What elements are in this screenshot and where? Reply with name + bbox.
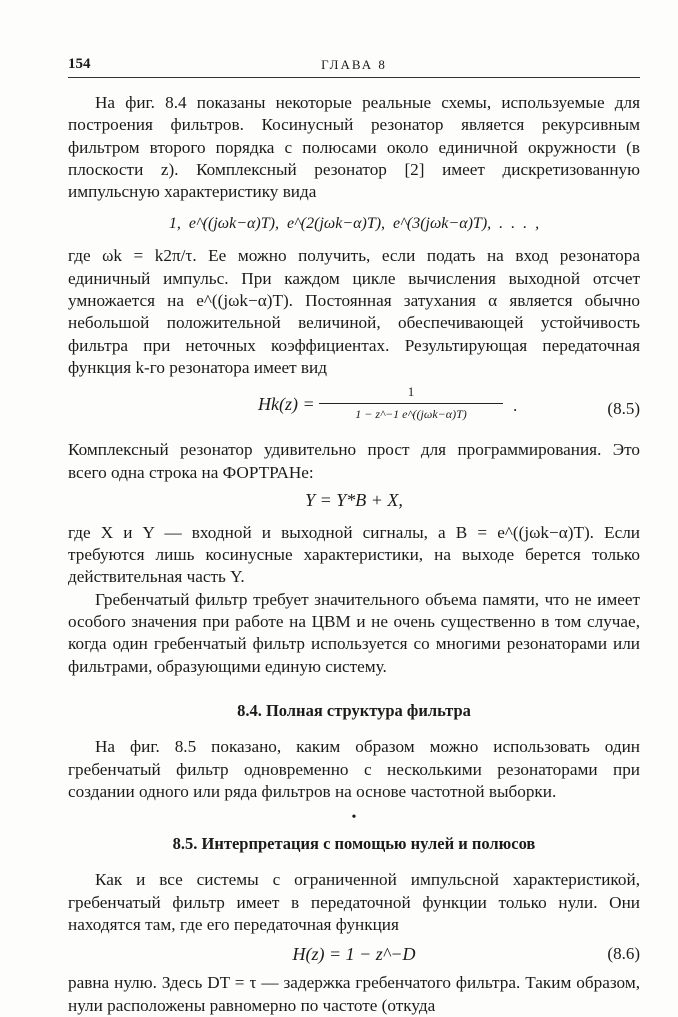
paragraph-intro: На фиг. 8.4 показаны некоторые реальные схемы, используемые для построения фильтров. Косинусный резонатор является рекурсивным фильтром второго порядка с полюсами около единичной окружности (в плоскости z). Комплексный резонатор [2] имеет дискретизованную импульсную характеристику вида	[68, 93, 640, 202]
paragraph-fortran: Комплексный резонатор удивительно прост для программирования. Это всего одна строка на ФОРТРАНе:	[68, 440, 640, 482]
paragraph-resonator: где ωk = k2π/τ. Ее можно получить, если подать на вход резонатора единичный импульс. При каждом цикле вычисления выходной отсчет умножается на e^((jωk−α)T). Постоянная затухания α является обычно небольшой положительной величиной, обеспечивающей устойчивость фильтра при неточных коэффициентах. Результирующая передаточная функция k-го резонатора имеет вид	[68, 246, 640, 377]
hz-equation: H(z) = 1 − z^−D	[292, 944, 416, 965]
impulse-sequence-equation: 1, e^((jωk−α)T), e^(2(jωk−α)T), e^(3(jωk−α)T), . . . ,	[168, 215, 540, 233]
paragraph-fig-8-5: На фиг. 8.5 показано, каким образом можно использовать один гребенчатый фильтр одновременно с несколькими резонаторами при создании одного или ряда фильтров на основе частотной выборки.	[68, 737, 640, 801]
hk-fraction	[313, 383, 509, 422]
equation-8-5	[68, 383, 640, 435]
paragraph-zeros: Как и все системы с ограниченной импульсной характеристикой, гребенчатый фильтр имеет в передаточной функции только нули. Они находятся там, где его передаточная функция	[68, 870, 640, 935]
hk-numerator: 1	[407, 384, 415, 400]
decorative-mark: •	[351, 810, 357, 826]
page-header	[68, 56, 640, 78]
paragraph-zeros-cont: равна нулю. Здесь DT = τ — задержка гребенчатого фильтра. Таким образом, нули расположены равномерно по частоте (откуда	[68, 973, 640, 1015]
fraction-bar	[319, 403, 503, 404]
body-text	[68, 92, 640, 1017]
equation-number-8-5: (8.5)	[607, 399, 640, 419]
equation-number-8-6: (8.6)	[607, 944, 640, 964]
chapter-title: ГЛАВА 8	[321, 57, 387, 72]
equation-8-6	[68, 940, 640, 968]
section-heading-8-5: 8.5. Интерпретация с помощью нулей и полюсов	[172, 834, 536, 854]
page-number: 154	[68, 56, 91, 72]
paragraph-comb-memory: Гребенчатый фильтр требует значительного объема памяти, что не имеет особого значения при работе на ЦВМ и не очень существенно в том случае, когда один гребенчатый фильтр используется со многими резонаторами или фильтрами, образующими единую систему.	[68, 589, 640, 676]
header-rule	[68, 77, 640, 78]
paragraph-signals: где X и Y — входной и выходной сигналы, а B = e^((jωk−α)T). Если требуются лишь косинусные характеристики, на выходе берется только действительная часть Y.	[68, 522, 640, 587]
hk-denominator: 1 − z^−1 e^((jωk−α)T)	[355, 407, 467, 422]
hk-end: .	[513, 396, 518, 416]
fortran-equation: Y = Y*B + X,	[305, 489, 403, 510]
section-heading-8-4: 8.4. Полная структура фильтра	[237, 700, 471, 720]
hk-left: Hk(z) =	[258, 394, 315, 415]
